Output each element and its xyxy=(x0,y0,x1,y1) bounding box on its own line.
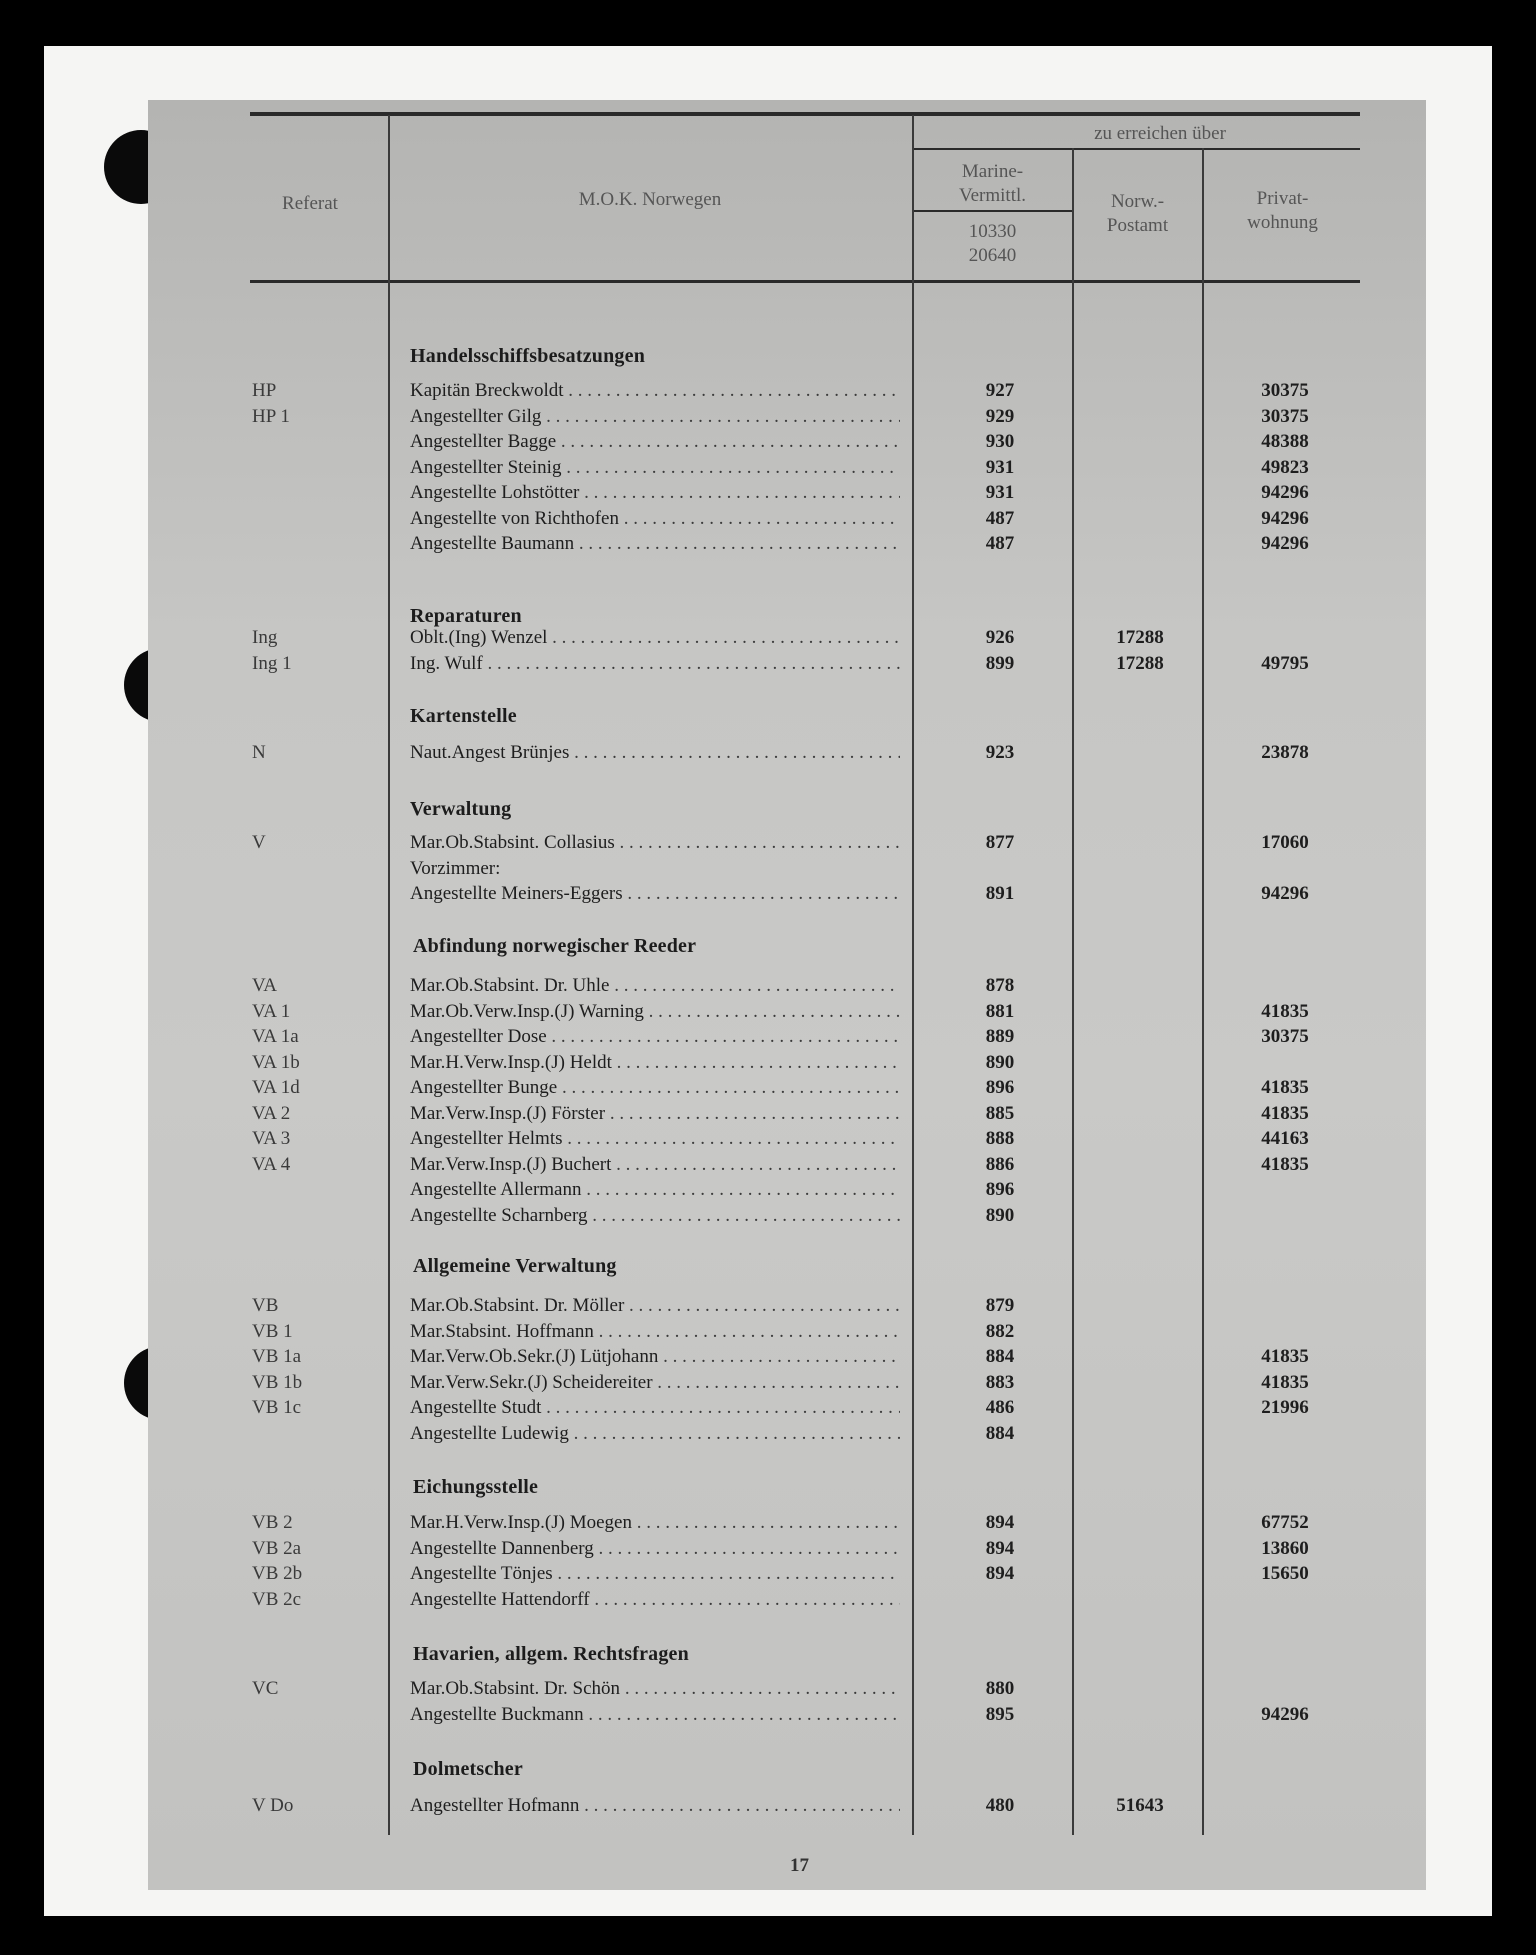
referat-cell: VB 1b xyxy=(252,1372,303,1393)
table-row xyxy=(0,1512,1536,1537)
marine-vermittlung-cell: 929 xyxy=(985,406,1015,427)
referat-cell: VB 2 xyxy=(252,1512,293,1533)
table-row xyxy=(0,1795,1536,1820)
marine-vermittlung-cell: 930 xyxy=(985,431,1015,452)
table-row xyxy=(0,457,1536,482)
table-row xyxy=(0,1295,1536,1320)
marine-vermittlung-cell: 890 xyxy=(985,1205,1015,1226)
header-marine-vermittl: Marine- Vermittl. xyxy=(958,161,1027,206)
referat-cell: HP xyxy=(252,380,277,401)
privatwohnung-cell: 41835 xyxy=(1261,1154,1309,1175)
name-cell: Angestellte Tönjes . . . xyxy=(410,1563,900,1585)
privatwohnung-cell: 94296 xyxy=(1261,1704,1309,1725)
table-row xyxy=(0,380,1536,405)
privatwohnung-cell: 17060 xyxy=(1261,832,1309,853)
marine-vermittlung-cell: 487 xyxy=(985,533,1015,554)
norw-postamt-cell: 17288 xyxy=(1116,653,1164,674)
referat-cell: N xyxy=(252,742,266,763)
marine-vermittlung-cell: 894 xyxy=(985,1563,1015,1584)
referat-cell: VA 2 xyxy=(252,1103,291,1124)
referat-cell: V Do xyxy=(252,1795,294,1816)
table-row xyxy=(0,858,1536,883)
name-cell: Angestellte Allermann . . . xyxy=(410,1179,900,1201)
privatwohnung-cell: 41835 xyxy=(1261,1103,1309,1124)
privatwohnung-cell: 23878 xyxy=(1261,742,1309,763)
name-cell: Angestellte Buckmann . . . xyxy=(410,1704,900,1726)
name-cell: Naut.Angest Brünjes . . . xyxy=(410,742,900,764)
name-cell: Angestellter Steinig . . . xyxy=(410,457,900,479)
name-cell: Mar.Ob.Verw.Insp.(J) Warning . . . xyxy=(410,1001,900,1023)
privatwohnung-cell: 30375 xyxy=(1261,1026,1309,1047)
referat-cell: VB xyxy=(252,1295,279,1316)
marine-vermittlung-cell: 931 xyxy=(985,482,1015,503)
marine-vermittlung-cell: 486 xyxy=(985,1397,1015,1418)
privatwohnung-cell: 94296 xyxy=(1261,508,1309,529)
name-cell: Angestellter Dose . . . xyxy=(410,1026,900,1048)
marine-vermittlung-cell: 879 xyxy=(985,1295,1015,1316)
table-row xyxy=(0,1077,1536,1102)
name-cell: Angestellte Meiners-Eggers . . . xyxy=(410,883,900,905)
header-mok: M.O.K. Norwegen xyxy=(578,189,722,210)
name-cell: Mar.Verw.Insp.(J) Buchert . . . xyxy=(410,1154,900,1176)
privatwohnung-cell: 48388 xyxy=(1261,431,1309,452)
privatwohnung-cell: 21996 xyxy=(1261,1397,1309,1418)
marine-vermittlung-cell: 881 xyxy=(985,1001,1015,1022)
norw-postamt-cell: 17288 xyxy=(1116,627,1164,648)
name-cell: Angestellter Bagge . . . xyxy=(410,431,900,453)
marine-vermittlung-cell: 880 xyxy=(985,1678,1015,1699)
name-cell: Angestellte Ludewig . . . xyxy=(410,1423,900,1445)
name-cell: Angestellte Studt . . . xyxy=(410,1397,900,1419)
name-cell: Vorzimmer: xyxy=(410,858,501,879)
table-row xyxy=(0,1321,1536,1346)
table-row xyxy=(0,1423,1536,1448)
privatwohnung-cell: 41835 xyxy=(1261,1077,1309,1098)
name-cell: Angestellter Gilg . . . xyxy=(410,406,900,428)
privatwohnung-cell: 49795 xyxy=(1261,653,1309,674)
norw-postamt-cell: 51643 xyxy=(1116,1795,1164,1816)
header-norw-postamt: Norw.- Postamt xyxy=(1106,191,1169,236)
header-privatwohnung: Privat- wohnung xyxy=(1247,188,1318,233)
marine-vermittlung-cell: 882 xyxy=(985,1321,1015,1342)
table-row xyxy=(0,406,1536,431)
referat-cell: Ing xyxy=(252,627,278,648)
table-row xyxy=(0,1589,1536,1614)
privatwohnung-cell: 41835 xyxy=(1261,1001,1309,1022)
name-cell: Mar.H.Verw.Insp.(J) Heldt . . . xyxy=(410,1052,900,1074)
marine-vermittlung-cell: 890 xyxy=(985,1052,1015,1073)
marine-vermittlung-cell: 895 xyxy=(985,1704,1015,1725)
table-row xyxy=(0,653,1536,678)
referat-cell: VA 1a xyxy=(252,1026,299,1047)
name-cell: Mar.Verw.Ob.Sekr.(J) Lütjohann . . . xyxy=(410,1346,900,1368)
referat-cell: VB 2c xyxy=(252,1589,302,1610)
referat-cell: HP 1 xyxy=(252,406,290,427)
marine-sub-rule xyxy=(913,210,1073,212)
name-cell: Angestellte Hattendorff . . . xyxy=(410,1589,900,1611)
section-heading: Handelsschiffsbesatzungen xyxy=(410,345,646,367)
referat-cell: VB 1c xyxy=(252,1397,302,1418)
header-marine-numbers: 10330 20640 xyxy=(968,221,1017,266)
referat-cell: VB 2b xyxy=(252,1563,303,1584)
name-cell: Mar.Ob.Stabsint. Collasius . . . xyxy=(410,832,900,854)
table-row xyxy=(0,883,1536,908)
referat-cell: V xyxy=(252,832,266,853)
section-heading: Kartenstelle xyxy=(410,705,517,727)
referat-cell: VB 2a xyxy=(252,1538,302,1559)
name-cell: Ing. Wulf . . . xyxy=(410,653,900,675)
section-heading: Verwaltung xyxy=(410,798,512,820)
marine-vermittlung-cell: 927 xyxy=(985,380,1015,401)
referat-cell: VB 1 xyxy=(252,1321,293,1342)
table-row xyxy=(0,1704,1536,1729)
name-cell: Angestellte Baumann . . . xyxy=(410,533,900,555)
referat-cell: VA 3 xyxy=(252,1128,291,1149)
name-cell: Mar.Ob.Stabsint. Dr. Uhle . . . xyxy=(410,975,900,997)
table-row xyxy=(0,1103,1536,1128)
marine-vermittlung-cell: 886 xyxy=(985,1154,1015,1175)
marine-vermittlung-cell: 894 xyxy=(985,1538,1015,1559)
marine-vermittlung-cell: 487 xyxy=(985,508,1015,529)
page-number: 17 xyxy=(790,1855,809,1876)
privatwohnung-cell: 30375 xyxy=(1261,380,1309,401)
marine-vermittlung-cell: 884 xyxy=(985,1346,1015,1367)
name-cell: Angestellte Scharnberg . . . xyxy=(410,1205,900,1227)
marine-vermittlung-cell: 931 xyxy=(985,457,1015,478)
table-row xyxy=(0,1538,1536,1563)
name-cell: Mar.Ob.Stabsint. Dr. Möller . . . xyxy=(410,1295,900,1317)
referat-cell: VA 1d xyxy=(252,1077,300,1098)
table-row xyxy=(0,1397,1536,1422)
name-cell: Mar.Verw.Insp.(J) Förster . . . xyxy=(410,1103,900,1125)
marine-vermittlung-cell: 888 xyxy=(985,1128,1015,1149)
privatwohnung-cell: 94296 xyxy=(1261,533,1309,554)
table-row xyxy=(0,742,1536,767)
privatwohnung-cell: 41835 xyxy=(1261,1372,1309,1393)
privatwohnung-cell: 44163 xyxy=(1261,1128,1309,1149)
name-cell: Angestellter Helmts . . . xyxy=(410,1128,900,1150)
table-row xyxy=(0,431,1536,456)
header-sub-rule xyxy=(913,148,1360,150)
name-cell: Angestellter Hofmann . . . xyxy=(410,1795,900,1817)
name-cell: Mar.Verw.Sekr.(J) Scheidereiter . . . xyxy=(410,1372,900,1394)
table-row xyxy=(0,1026,1536,1051)
table-row xyxy=(0,1128,1536,1153)
privatwohnung-cell: 49823 xyxy=(1261,457,1309,478)
marine-vermittlung-cell: 889 xyxy=(985,1026,1015,1047)
header-zu-erreichen: zu erreichen über xyxy=(1094,123,1226,144)
referat-cell: VC xyxy=(252,1678,279,1699)
privatwohnung-cell: 30375 xyxy=(1261,406,1309,427)
privatwohnung-cell: 41835 xyxy=(1261,1346,1309,1367)
section-heading: Dolmetscher xyxy=(413,1758,523,1780)
section-heading: Reparaturen xyxy=(410,605,522,627)
table-row xyxy=(0,1179,1536,1204)
privatwohnung-cell: 67752 xyxy=(1261,1512,1309,1533)
name-cell: Angestellter Bunge . . . xyxy=(410,1077,900,1099)
privatwohnung-cell: 94296 xyxy=(1261,883,1309,904)
marine-vermittlung-cell: 899 xyxy=(985,653,1015,674)
marine-vermittlung-cell: 877 xyxy=(985,832,1015,853)
table-row xyxy=(0,627,1536,652)
section-heading: Havarien, allgem. Rechtsfragen xyxy=(413,1643,689,1665)
marine-vermittlung-cell: 883 xyxy=(985,1372,1015,1393)
header-referat: Referat xyxy=(282,193,338,214)
marine-vermittlung-cell: 878 xyxy=(985,975,1015,996)
table-row xyxy=(0,1372,1536,1397)
header-bottom-rule xyxy=(250,280,1360,283)
header-top-rule xyxy=(250,112,1360,116)
marine-vermittlung-cell: 480 xyxy=(985,1795,1015,1816)
table-row xyxy=(0,1563,1536,1588)
section-heading: Abfindung norwegischer Reeder xyxy=(413,935,697,957)
privatwohnung-cell: 15650 xyxy=(1261,1563,1309,1584)
marine-vermittlung-cell: 885 xyxy=(985,1103,1015,1124)
name-cell: Angestellte von Richthofen . . . xyxy=(410,508,900,530)
marine-vermittlung-cell: 926 xyxy=(985,627,1015,648)
marine-vermittlung-cell: 884 xyxy=(985,1423,1015,1444)
marine-vermittlung-cell: 896 xyxy=(985,1179,1015,1200)
referat-cell: Ing 1 xyxy=(252,653,292,674)
table-row xyxy=(0,832,1536,857)
privatwohnung-cell: 13860 xyxy=(1261,1538,1309,1559)
marine-vermittlung-cell: 923 xyxy=(985,742,1015,763)
referat-cell: VB 1a xyxy=(252,1346,302,1367)
table-row xyxy=(0,1346,1536,1371)
table-row xyxy=(0,533,1536,558)
name-cell: Oblt.(Ing) Wenzel . . . xyxy=(410,627,900,649)
table-row xyxy=(0,1205,1536,1230)
table-row xyxy=(0,1052,1536,1077)
referat-cell: VA 4 xyxy=(252,1154,291,1175)
name-cell: Angestellte Lohstötter . . . xyxy=(410,482,900,504)
name-cell: Mar.H.Verw.Insp.(J) Moegen . . . xyxy=(410,1512,900,1534)
section-heading: Allgemeine Verwaltung xyxy=(413,1255,617,1277)
table-row xyxy=(0,1678,1536,1703)
table-row xyxy=(0,975,1536,1000)
referat-cell: VA 1 xyxy=(252,1001,291,1022)
table-row xyxy=(0,508,1536,533)
table-row xyxy=(0,1001,1536,1026)
name-cell: Kapitän Breckwoldt . . . xyxy=(410,380,900,402)
name-cell: Angestellte Dannenberg . . . xyxy=(410,1538,900,1560)
section-heading: Eichungsstelle xyxy=(413,1476,539,1498)
marine-vermittlung-cell: 891 xyxy=(985,883,1015,904)
table-row xyxy=(0,482,1536,507)
name-cell: Mar.Stabsint. Hoffmann . . . xyxy=(410,1321,900,1343)
referat-cell: VA xyxy=(252,975,277,996)
privatwohnung-cell: 94296 xyxy=(1261,482,1309,503)
referat-cell: VA 1b xyxy=(252,1052,300,1073)
name-cell: Mar.Ob.Stabsint. Dr. Schön . . . xyxy=(410,1678,900,1700)
table-row xyxy=(0,1154,1536,1179)
marine-vermittlung-cell: 896 xyxy=(985,1077,1015,1098)
marine-vermittlung-cell: 894 xyxy=(985,1512,1015,1533)
